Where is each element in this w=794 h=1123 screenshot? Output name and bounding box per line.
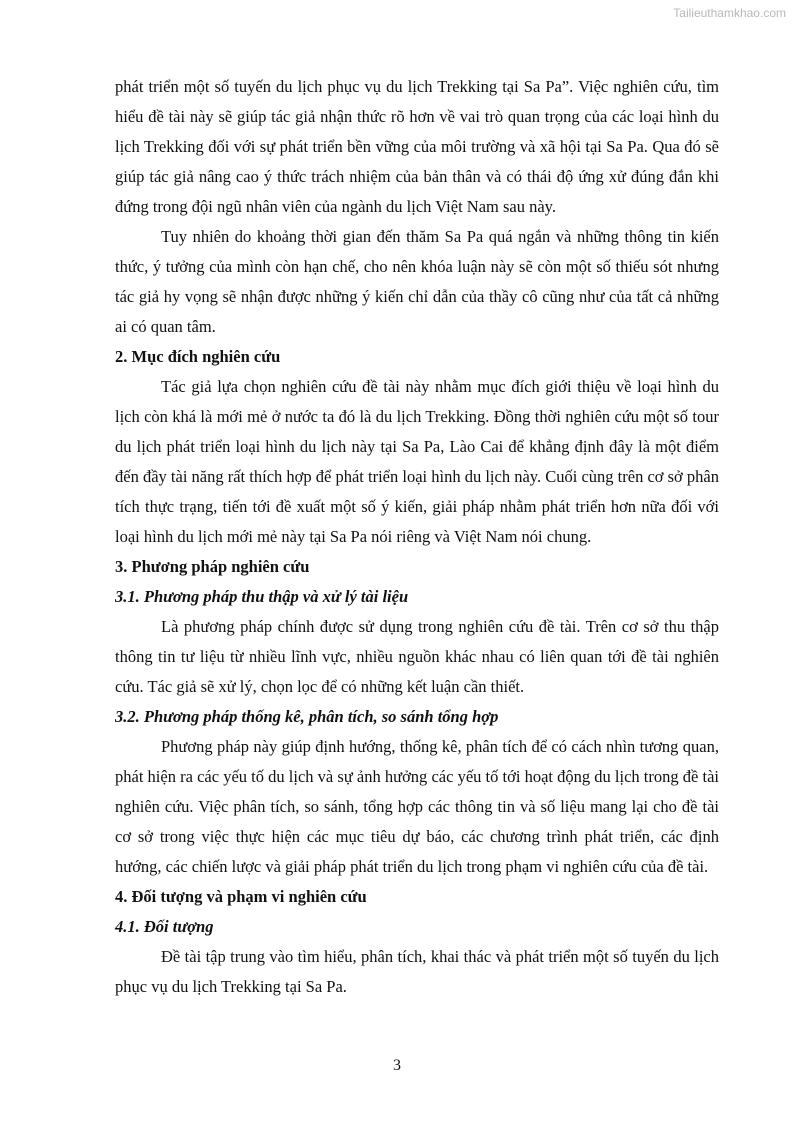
watermark: Tailieuthamkhao.com xyxy=(673,6,786,20)
heading-subject: 4.1. Đối tượng xyxy=(115,917,214,936)
heading-methods: 3. Phương pháp nghiên cứu xyxy=(115,557,310,576)
heading-method-collection: 3.1. Phương pháp thu thập và xử lý tài liệu xyxy=(115,587,409,606)
paragraph-purpose: Tác giả lựa chọn nghiên cứu đề tài này nhằm mục đích giới thiệu về loại hình du lịch còn khá là mới mẻ ở nước ta đó là du lịch Trekking. Đồng thời nghiên cứu một số tour du lịch phát triển loại hình du lịch này tại Sa Pa, Lào Cai để khẳng định đây là một điểm đến đầy tài năng rất thích hợp để phát triển loại hình du lịch này. Cuối cùng trên cơ sở phân tích thực trạng, tiến tới đề xuất một số ý kiến, giải pháp nhằm phát triển hơn nữa đối với loại hình du lịch mới mẻ này tại Sa Pa nói riêng và Việt Nam nói chung. xyxy=(115,377,719,546)
paragraph-intro-continued: phát triển một số tuyến du lịch phục vụ du lịch Trekking tại Sa Pa”. Việc nghiên cứu, tìm hiểu đề tài này sẽ giúp tác giả nhận thức rõ hơn về vai trò quan trọng của các loại hình du lịch Trekking đối với sự phát triển bền vững của môi trường và xã hội tại Sa Pa. Qua đó sẽ giúp tác giả nâng cao ý thức trách nhiệm của bản thân và có thái độ ứng xử đúng đắn khi đứng trong đội ngũ nhân viên của ngành du lịch Việt Nam sau này. xyxy=(115,77,719,216)
heading-method-statistics: 3.2. Phương pháp thống kê, phân tích, so sánh tổng hợp xyxy=(115,707,499,726)
paragraph-method-collection: Là phương pháp chính được sử dụng trong nghiên cứu đề tài. Trên cơ sở thu thập thông tin tư liệu từ nhiều lĩnh vực, nhiều nguồn khác nhau có liên quan tới đề tài nghiên cứu. Tác giả sẽ xử lý, chọn lọc để có những kết luận cần thiết. xyxy=(115,617,719,696)
paragraph-method-statistics: Phương pháp này giúp định hướng, thống kê, phân tích để có cách nhìn tương quan, phát hiện ra các yếu tố du lịch và sự ảnh hưởng các yếu tố tới hoạt động du lịch trong đề tài nghiên cứu. Việc phân tích, so sánh, tổng hợp các thông tin và số liệu mang lại cho đề tài cơ sở trong việc thực hiện các mục tiêu dự báo, các chương trình phát triển, các định hướng, các chiến lược và giải pháp phát triển du lịch trong phạm vi nghiên cứu của đề tài. xyxy=(115,737,719,876)
document-body xyxy=(115,72,719,1002)
heading-scope: 4. Đối tượng và phạm vi nghiên cứu xyxy=(115,887,367,906)
paragraph-subject: Đề tài tập trung vào tìm hiểu, phân tích, khai thác và phát triển một số tuyến du lịch phục vụ du lịch Trekking tại Sa Pa. xyxy=(115,947,719,996)
page-number: 3 xyxy=(393,1057,401,1074)
heading-purpose: 2. Mục đích nghiên cứu xyxy=(115,347,281,366)
paragraph-limitations: Tuy nhiên do khoảng thời gian đến thăm Sa Pa quá ngắn và những thông tin kiến thức, ý tưởng của mình còn hạn chế, cho nên khóa luận này sẽ còn một số thiếu sót nhưng tác giả hy vọng sẽ nhận được những ý kiến chỉ dẫn của thầy cô cũng như của tất cả những ai có quan tâm. xyxy=(115,227,719,336)
